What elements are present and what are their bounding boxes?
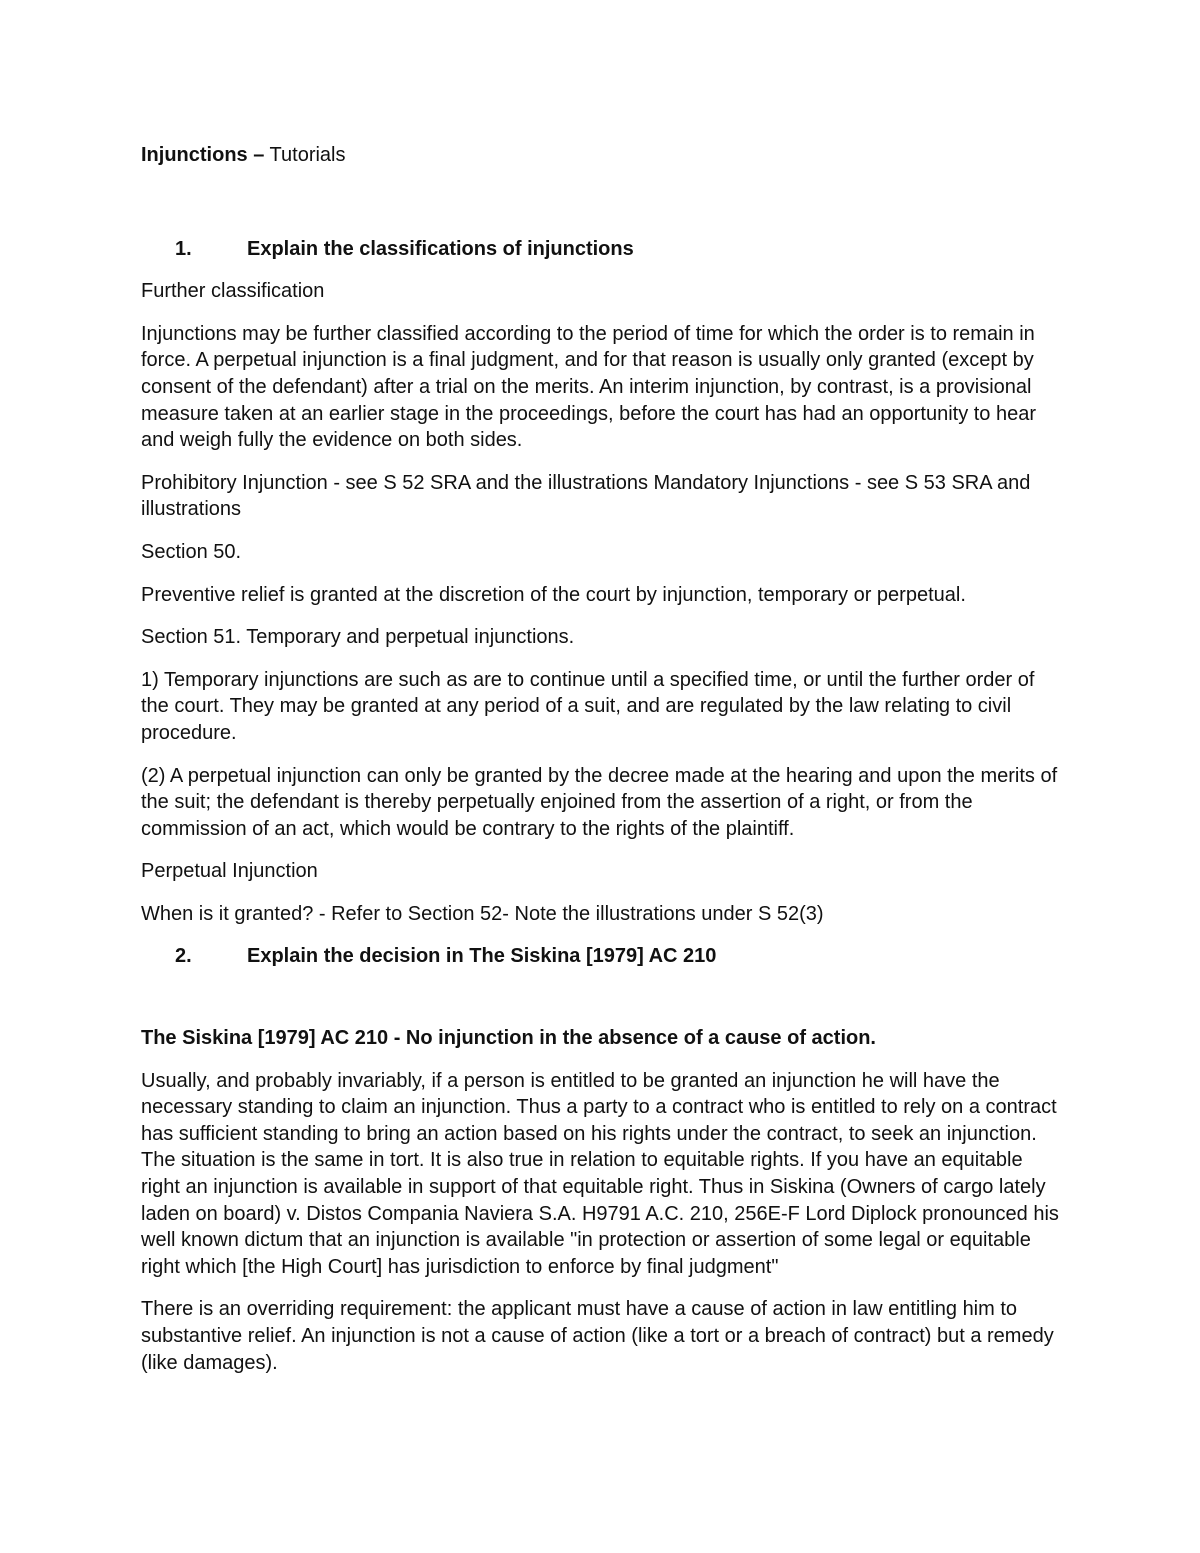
- title-rest: Tutorials: [264, 144, 346, 166]
- question-2-text: Explain the decision in The Siskina [1979] AC 210: [247, 945, 717, 968]
- question-1-text: Explain the classifications of injunctions: [247, 237, 634, 260]
- document-title: [141, 142, 1063, 169]
- paragraph-perpetual-injunction-decree: (2) A perpetual injunction can only be granted by the decree made at the hearing and upon the merits of the suit; the defendant is thereby perpetually enjoined from the assertion of a right, or from the commission of an act, which would be contrary to the rights of the plaintiff.: [141, 764, 1058, 840]
- question-1-number: 1.: [175, 237, 192, 260]
- paragraph-classification-detail: Injunctions may be further classified according to the period of time for which the order is to remain in force. A perpetual injunction is a final judgment, and for that reason is usually only granted (except by consent of the defendant) after a trial on the merits. An interim injunction, by contrast, is a provisional measure taken at an earlier stage in the proceedings, before the court has had an opportunity to hear and weigh fully the evidence on both sides.: [141, 322, 1037, 452]
- paragraph-preventive-relief: Preventive relief is granted at the discretion of the court by injunction, temporary or perpetual.: [141, 583, 966, 606]
- paragraph-when-granted: When is it granted? - Refer to Section 52- Note the illustrations under S 52(3): [141, 902, 824, 925]
- paragraph-standing: Usually, and probably invariably, if a person is entitled to be granted an injunction he will have the necessary standing to claim an injunction. Thus a party to a contract who is entitled to rely on a contract has sufficient standing to bring an action based on his rights under the contract, to seek an injunction. The situation is the same in tort. It is also true in relation to equitable rights. If you have an equitable right an injunction is available in support of that equitable right. Thus in Siskina (Owners of cargo lately laden on board) v. Distos Compania Naviera S.A. H9791 A.C. 210, 256E-F Lord Diplock pronounced his well known dictum that an injunction is available "in protection or assertion of some legal or equitable right which [the High Court] has jurisdiction to enforce by final judgment": [141, 1069, 1059, 1278]
- title-bold: Injunctions –: [141, 144, 265, 166]
- paragraph-cause-of-action: There is an overriding requirement: the applicant must have a cause of action in law entitling him to substantive relief. An injunction is not a cause of action (like a tort or a breach of contract) but a remedy (like damages).: [141, 1298, 1054, 1374]
- paragraph-temporary-injunctions: 1) Temporary injunctions are such as are to continue until a specified time, or until the further order of the court. They may be granted at any period of a suit, and are regulated by the law relating to civil procedure.: [141, 668, 1035, 744]
- question-1: [141, 236, 1063, 263]
- paragraph-further-classification: Further classification: [141, 280, 325, 303]
- question-2: [141, 943, 1063, 970]
- question-2-number: 2.: [175, 945, 192, 968]
- siskina-heading: The Siskina [1979] AC 210 - No injunction in the absence of a cause of action.: [141, 1027, 876, 1050]
- paragraph-section-51: Section 51. Temporary and perpetual injunctions.: [141, 626, 575, 649]
- paragraph-prohibitory-mandatory: Prohibitory Injunction - see S 52 SRA and the illustrations Mandatory Injunctions - see S 53 SRA and illustrations: [141, 471, 1031, 521]
- document-page: [141, 137, 1063, 1392]
- paragraph-perpetual-injunction: Perpetual Injunction: [141, 860, 318, 883]
- paragraph-section-50: Section 50.: [141, 540, 242, 563]
